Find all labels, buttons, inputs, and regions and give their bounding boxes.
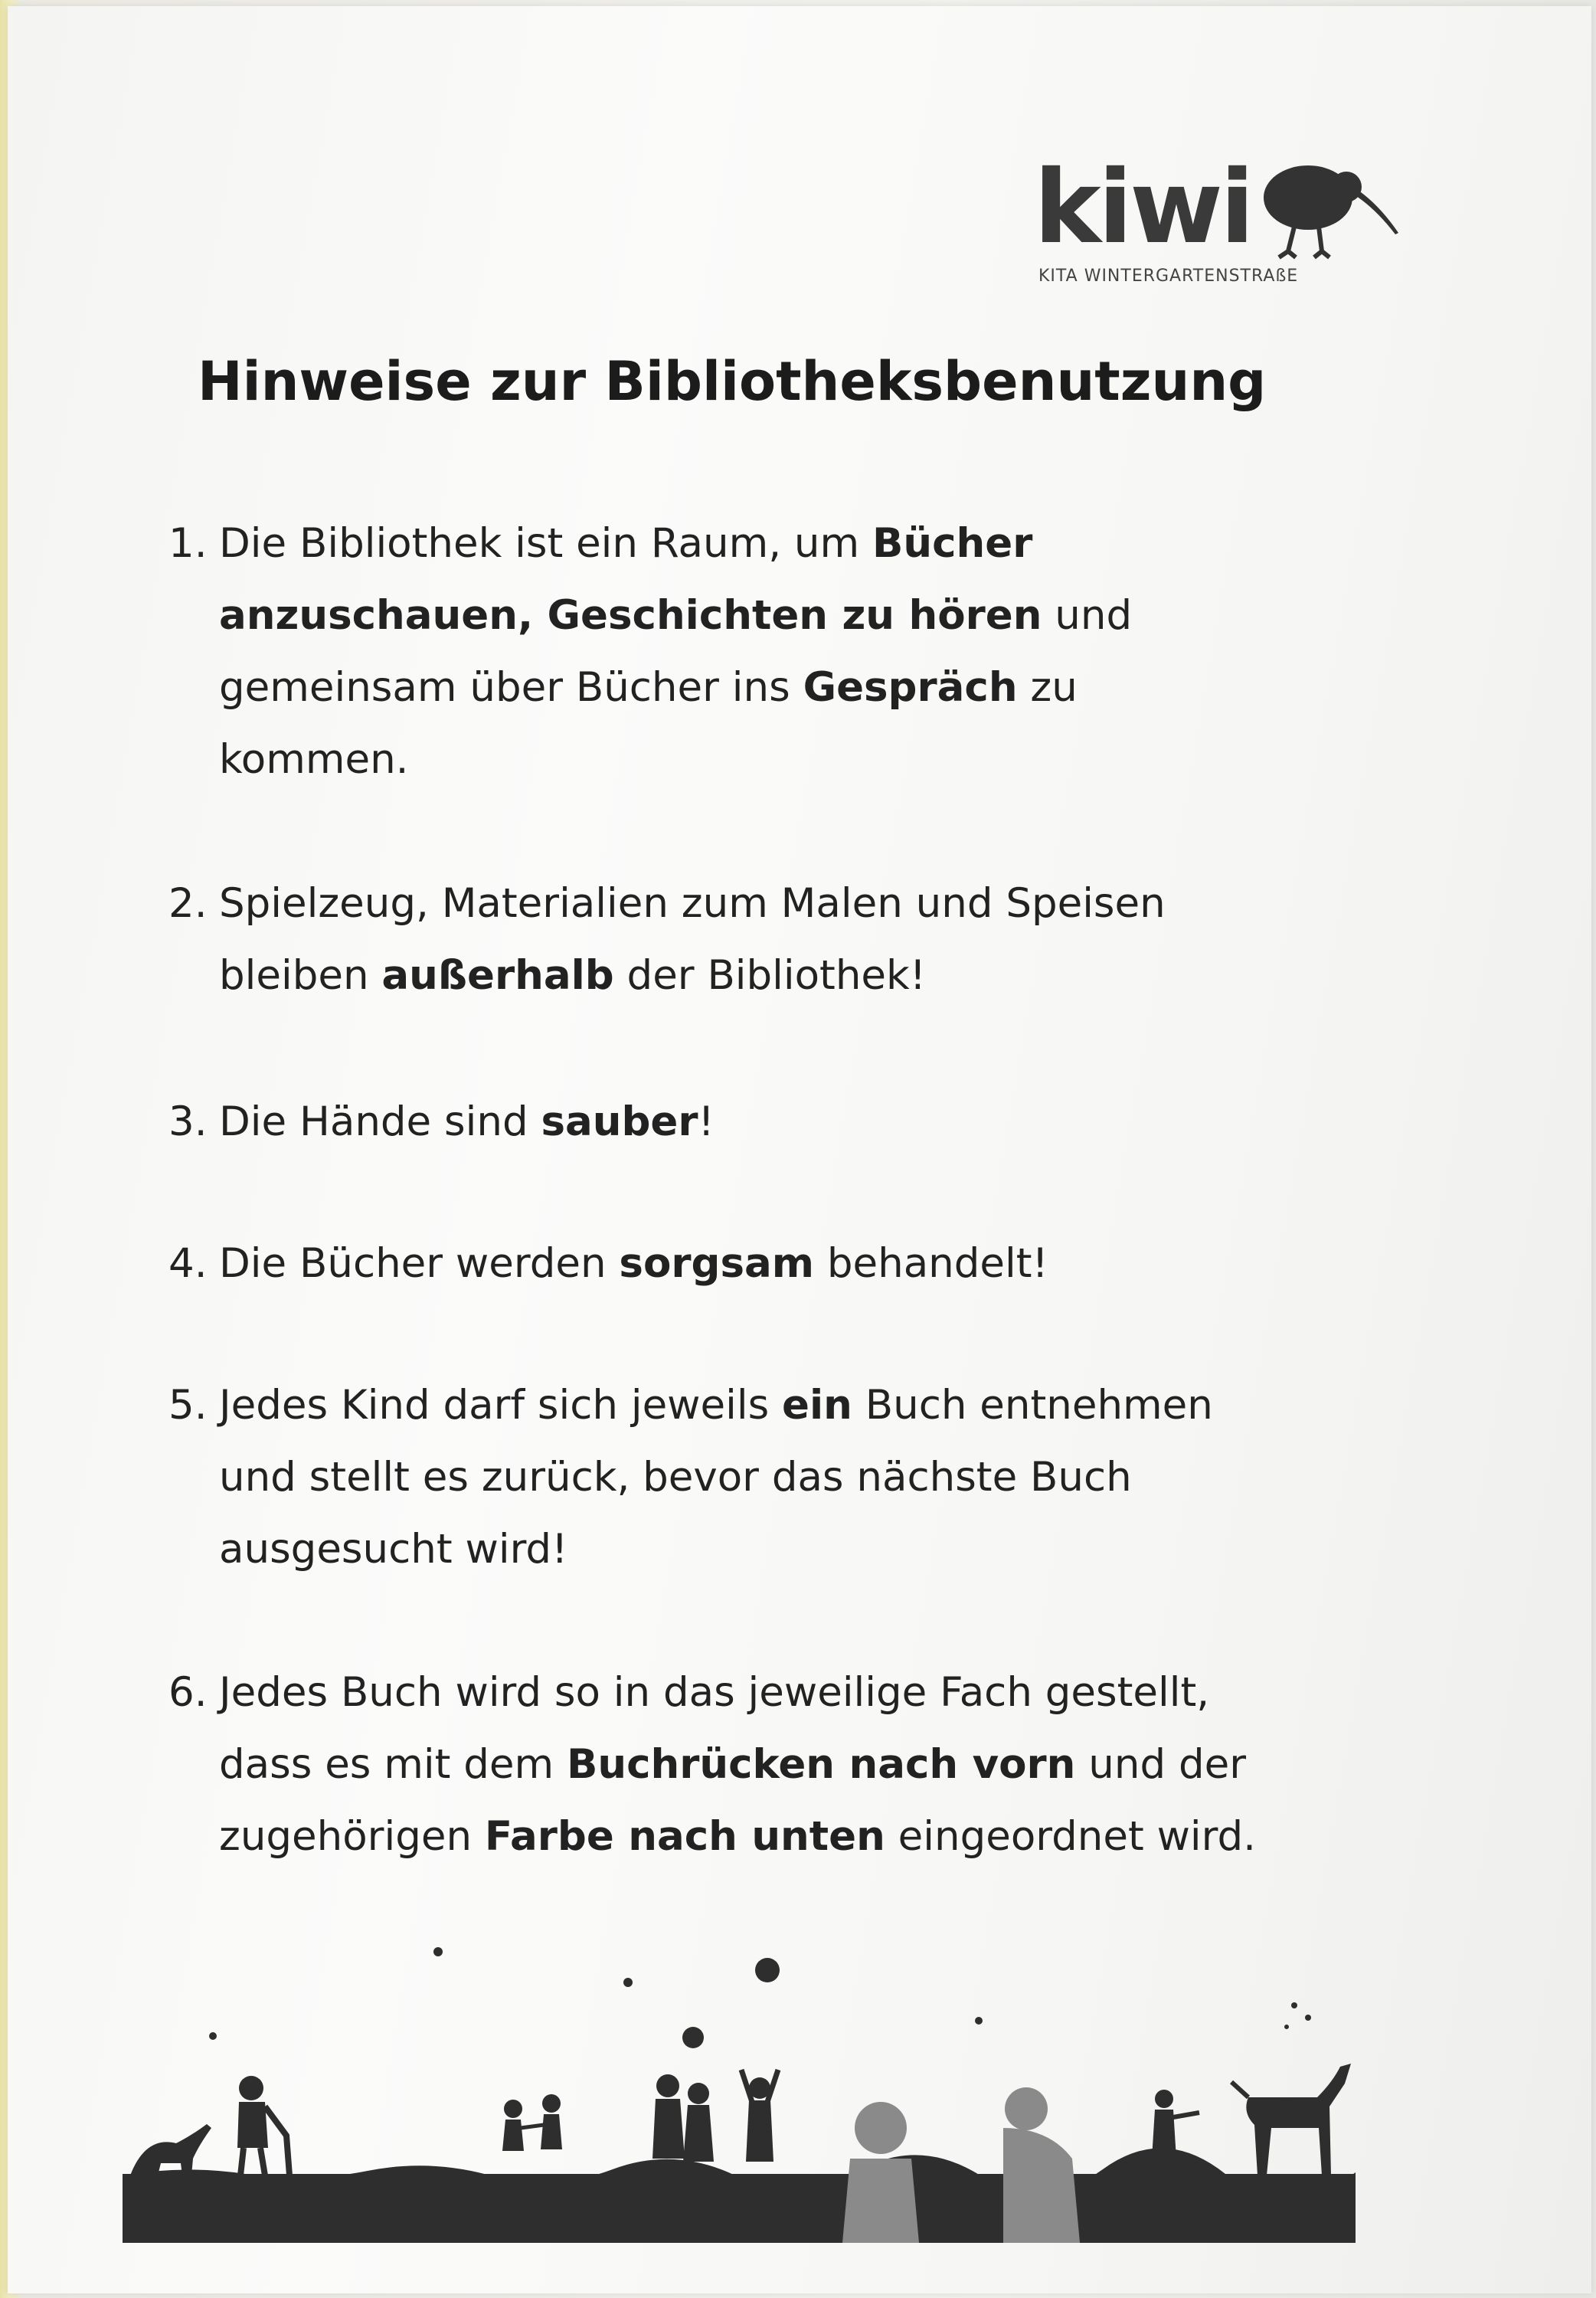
- rule-item: [168, 868, 1363, 1012]
- rule-item: [168, 1086, 1363, 1158]
- rule-line: [219, 1514, 1368, 1586]
- kita-logo: [1034, 150, 1401, 296]
- rule-segment: gemeinsam über Bücher ins: [219, 664, 803, 711]
- rule-emphasis: Bücher: [872, 520, 1033, 567]
- rule-line: [219, 508, 1368, 580]
- rule-number: 1.: [168, 520, 208, 567]
- rule-text: [219, 1086, 1368, 1158]
- rule-segment: und stellt es zurück, bevor das nächste Buch: [219, 1454, 1132, 1501]
- children-animals-silhouette-icon: [123, 1906, 1356, 2243]
- rule-emphasis: Buchrücken nach vorn: [566, 1741, 1076, 1788]
- rule-line: [219, 724, 1368, 796]
- rule-segment: Spielzeug, Materialien zum Malen und Speisen: [219, 880, 1166, 927]
- rule-number: 5.: [168, 1382, 208, 1429]
- rule-number: 2.: [168, 880, 208, 927]
- rule-item: [168, 1657, 1363, 1873]
- rule-segment: und der: [1075, 1741, 1246, 1788]
- rule-line: [219, 1442, 1368, 1514]
- rule-segment: behandelt!: [814, 1240, 1048, 1287]
- rule-segment: Buch entnehmen: [852, 1382, 1213, 1429]
- rule-line: [219, 1729, 1368, 1801]
- rule-emphasis: anzuschauen, Geschichten zu hören: [219, 592, 1042, 639]
- rule-line: [219, 1086, 1368, 1158]
- kiwi-bird-icon: [1248, 150, 1401, 265]
- rule-line: [219, 1370, 1368, 1442]
- rule-segment: ausgesucht wird!: [219, 1526, 568, 1573]
- paper-sheet: [8, 6, 1591, 2293]
- rule-segment: Jedes Kind darf sich jeweils: [219, 1382, 783, 1429]
- rule-segment: Jedes Buch wird so in das jeweilige Fach gestellt,: [219, 1669, 1210, 1716]
- rule-number: 3.: [168, 1098, 208, 1145]
- rule-segment: zu: [1017, 664, 1078, 711]
- rule-text: [219, 1228, 1368, 1300]
- logo-subtitle: KITA WINTERGARTENSTRAßE: [1038, 267, 1299, 286]
- rule-segment: kommen.: [219, 736, 409, 783]
- rule-text: [219, 1370, 1368, 1586]
- rule-item: [168, 508, 1363, 796]
- rule-emphasis: außerhalb: [381, 952, 614, 999]
- rule-segment: !: [698, 1098, 715, 1145]
- rule-text: [219, 508, 1368, 796]
- rule-line: [219, 1657, 1368, 1729]
- rule-segment: Die Bücher werden: [219, 1240, 620, 1287]
- rule-line: [219, 940, 1368, 1012]
- page-title: Hinweise zur Bibliotheksbenutzung: [198, 350, 1267, 413]
- rule-line: [219, 868, 1368, 940]
- rule-segment: dass es mit dem: [219, 1741, 567, 1788]
- rule-emphasis: sorgsam: [619, 1240, 814, 1287]
- logo-wordmark: kiwi: [1034, 149, 1252, 267]
- rule-emphasis: Gespräch: [803, 664, 1018, 711]
- rule-segment: und: [1042, 592, 1133, 639]
- rule-emphasis: Farbe nach unten: [484, 1813, 885, 1860]
- rule-line: [219, 1228, 1368, 1300]
- rule-text: [219, 868, 1368, 1012]
- rule-segment: der Bibliothek!: [613, 952, 926, 999]
- rule-item: [168, 1370, 1363, 1586]
- rule-item: [168, 1228, 1363, 1300]
- rule-line: [219, 1801, 1368, 1873]
- rule-emphasis: sauber: [541, 1098, 698, 1145]
- rule-line: [219, 580, 1368, 652]
- rule-segment: Die Bibliothek ist ein Raum, um: [219, 520, 872, 567]
- rule-line: [219, 652, 1368, 724]
- rule-number: 6.: [168, 1669, 208, 1716]
- rule-text: [219, 1657, 1368, 1873]
- rule-segment: zugehörigen: [219, 1813, 485, 1860]
- rule-emphasis: ein: [782, 1382, 852, 1429]
- rule-number: 4.: [168, 1240, 208, 1287]
- rule-segment: bleiben: [219, 952, 382, 999]
- rule-segment: Die Hände sind: [219, 1098, 541, 1145]
- rule-segment: eingeordnet wird.: [885, 1813, 1257, 1860]
